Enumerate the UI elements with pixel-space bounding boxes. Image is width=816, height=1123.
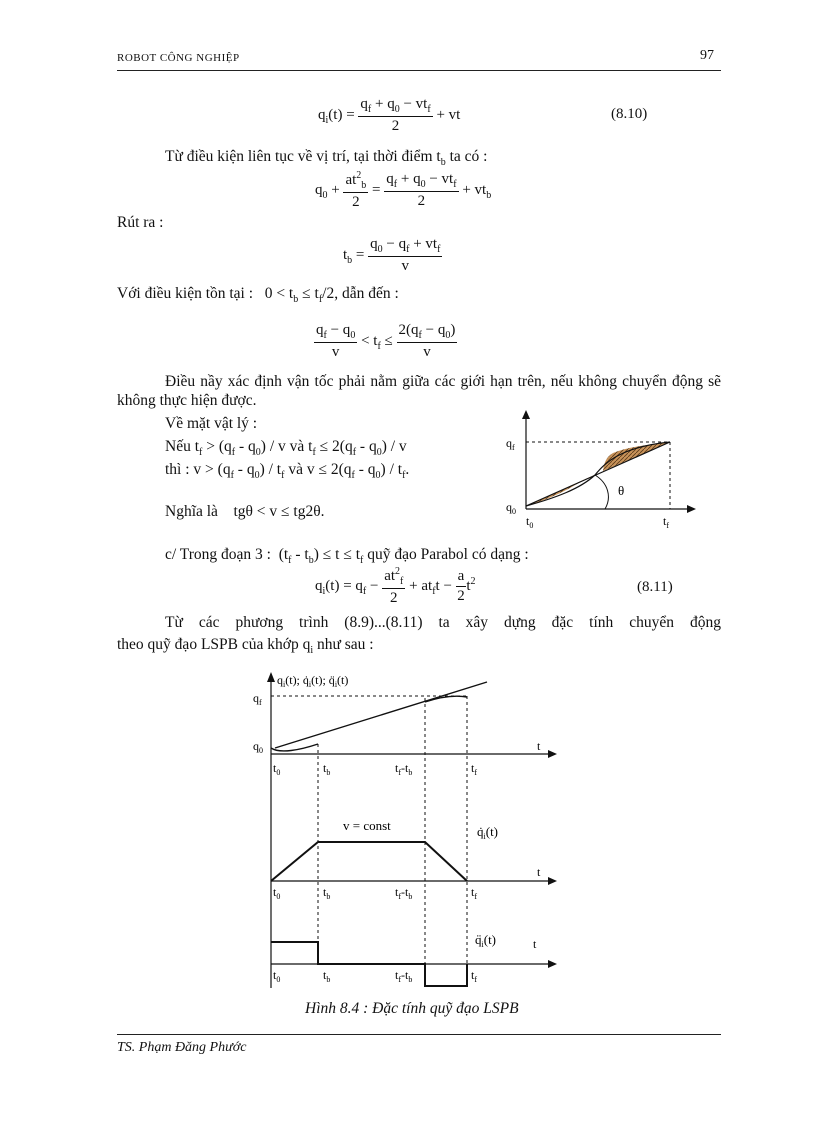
linear-trajectory — [526, 442, 670, 506]
equation-inequality: $\frac{q_f - q_0}{v}$ < $t_f$ ≤ $\frac{2(q_f - q_0)}{v}$ — [316, 322, 456, 360]
t0-label: $t_0$ — [526, 514, 534, 530]
acc-tf-label: $t_f$ — [471, 968, 478, 984]
x-axis-arrow — [687, 505, 696, 513]
acc-t0-label: $t_0$ — [273, 968, 281, 984]
velocity-curve-label: $q̇_i(t)$ — [477, 824, 499, 841]
vel-t0-label: $t_0$ — [273, 885, 281, 901]
pos-tf-tb-label: $t_f-t_b$ — [395, 761, 413, 777]
equation-label-8-10: (8.10) — [611, 106, 648, 122]
q0-label: $q_0$ — [253, 739, 263, 755]
footer-author: TS. Phạm Đăng Phước — [117, 1040, 247, 1055]
tf-label: $t_f$ — [663, 514, 670, 530]
paragraph-lspb-intro: Từ các phương trình (8.9)...(8.11) ta xây dựng đặc tính chuyển động theo quỹ đạo LSPB của khớp $q_i$ như sau : — [117, 614, 721, 657]
acceleration-curve-label: $q̈_i(t)$ — [475, 932, 497, 949]
footer-rule — [117, 1034, 721, 1035]
velocity-const-label: v = const — [343, 818, 391, 833]
rut-ra: Rút ra : — [117, 214, 164, 231]
theta-label: θ — [618, 483, 625, 498]
pos-tb-label: $t_b$ — [323, 761, 331, 777]
pos-t0-label: $t_0$ — [273, 761, 281, 777]
equation-8-10: $q_i(t)$ = $\frac{q_f + q_0 - vt_f}{2}$ + vt — [318, 96, 461, 134]
small-trajectory-figure — [500, 405, 700, 535]
equation-continuity: $q_0$ + $\frac{at^2_b}{2}$ = $\frac{q_f + q_0 - vt_f}{2}$ + $vt_b$ — [315, 170, 492, 210]
main-vertical-axis-arrow — [267, 672, 275, 682]
qf-label: $q_f$ — [253, 691, 262, 707]
acceleration-t-label: t — [533, 937, 537, 951]
physics-title: Về mặt vật lý : — [165, 415, 258, 432]
position-time-axis-arrow — [548, 750, 557, 758]
paragraph-velocity-limits: Điều nầy xác định vận tốc phải nằm giữa các giới hạn trên, nếu không chuyển động sẽ không thực hiện được. — [117, 373, 721, 409]
theta-arc — [595, 475, 608, 509]
lspb-characteristics-figure — [245, 668, 565, 996]
position-linear-line — [275, 682, 487, 748]
velocity-t-label: t — [537, 865, 541, 879]
pos-tf-label: $t_f$ — [471, 761, 478, 777]
physics-line-2: thì : $v > (q_f - q_0) / t_f$ và $v \le 2(q_f - q_0) / t_f$. — [165, 461, 410, 482]
existence-condition: Với điều kiện tồn tại : $0 < t_b \le t_f/2$, dẫn đến : — [117, 285, 399, 306]
y-axis-arrow — [522, 410, 530, 419]
page-number: 97 — [700, 48, 714, 63]
header-rule — [117, 70, 721, 71]
figure-caption: Hình 8.4 : Đặc tính quỹ đạo LSPB — [305, 1000, 519, 1017]
acc-tb-label: $t_b$ — [323, 968, 331, 984]
equation-tb: $t_b$ = $\frac{q_0 - q_f + vt_f}{v}$ — [343, 236, 441, 274]
acceleration-time-axis-arrow — [548, 960, 557, 968]
vel-tf-tb-label: $t_f-t_b$ — [395, 885, 413, 901]
velocity-trapezoid — [271, 842, 467, 881]
velocity-time-axis-arrow — [548, 877, 557, 885]
acc-tf-tb-label: $t_f-t_b$ — [395, 968, 413, 984]
segment-3-text: c/ Trong đoạn 3 : $(t_f - t_b) \le t \le t_f$ quỹ đạo Parabol có dạng : — [165, 546, 529, 567]
equation-label-8-11: (8.11) — [637, 579, 673, 595]
q0-label: $q_0$ — [506, 500, 516, 516]
vel-tb-label: $t_b$ — [323, 885, 331, 901]
running-header: ROBOT CÔNG NGHIỆP — [117, 52, 240, 64]
qf-label: $q_f$ — [506, 436, 515, 452]
position-t-label: t — [537, 739, 541, 753]
position-axis-label: $q_i(t)$; $q̇_i(t)$; $q̈_i(t)$ — [277, 673, 349, 689]
paragraph-continuity: Từ điều kiện liên tục về vị trí, tại thời điểm $t_b$ ta có : — [165, 148, 488, 169]
equation-8-11: $q_i(t) = q_f$ − $\frac{at^2_f}{2}$ + $at_ft$ − $\frac{a}{2}$ $t^2$ — [315, 566, 476, 606]
physics-meaning: Nghĩa là tgθ < v ≤ tg2θ. — [165, 503, 325, 520]
physics-line-1: Nếu $t_f > (q_f - q_0) / v$ và $t_f \le 2(q_f - q_0) / v$ — [165, 438, 407, 459]
vel-tf-label: $t_f$ — [471, 885, 478, 901]
